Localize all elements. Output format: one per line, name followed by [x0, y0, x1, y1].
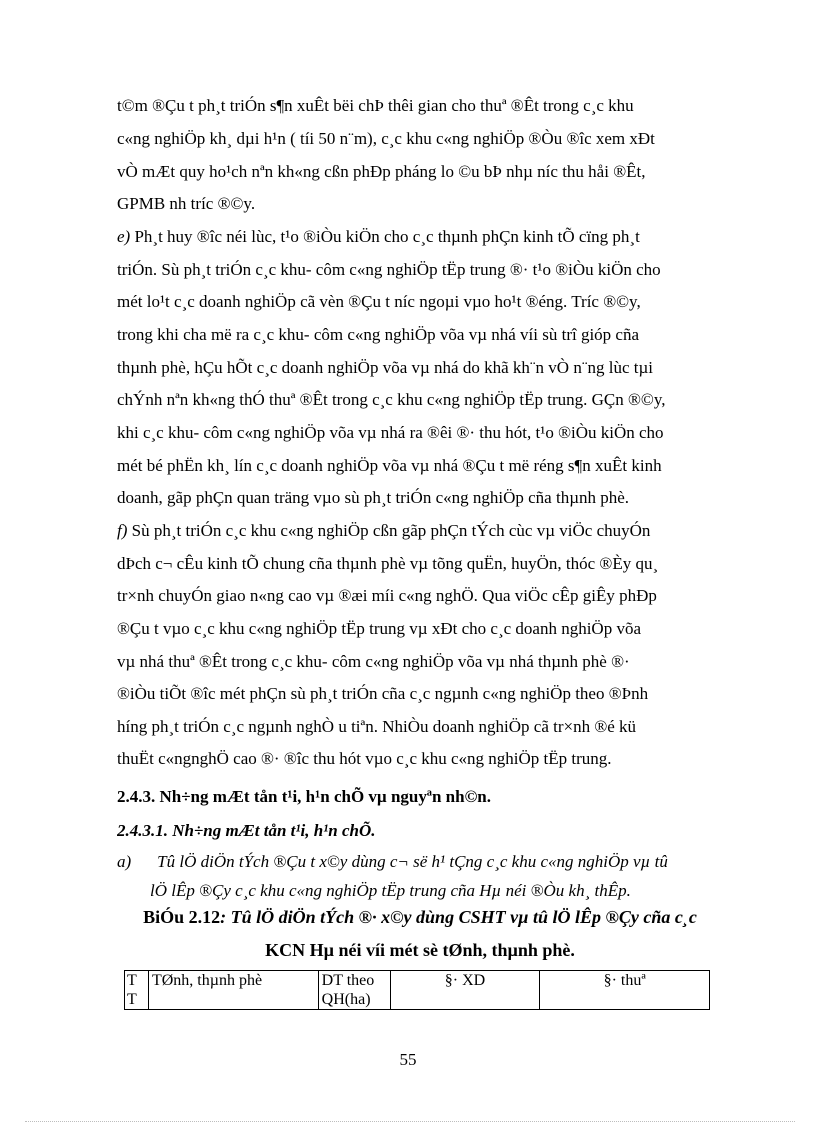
- item-a-text: Tû lÖ diÖn tÝch ®Çu t x©y dùng c¬ së h¹ tÇng c¸c khu c«ng nghiÖp vµ tû: [157, 852, 668, 871]
- body-line: híng ph¸t triÓn c¸c ngµnh nghÒ u tiªn. NhiÒu doanh nghiÖp cã tr×nh ®é kü: [117, 717, 637, 736]
- body-line: khi c¸c khu- côm c«ng nghiÖp võa vµ nhá ra ®êi ®· thu hót, t¹o ®iÒu kiÖn cho: [117, 423, 664, 442]
- table-header-cell: DT theo QH(ha): [318, 971, 390, 1010]
- paragraph-e-first-text: Ph¸t huy ®îc néi lùc, t¹o ®iÒu kiÖn cho c¸c thµnh phÇn kinh tÕ cïng ph¸t: [130, 227, 640, 246]
- body-line: GPMB nh tríc ®©y.: [117, 194, 256, 213]
- body-line: dÞch c¬ cÊu kinh tÕ chung cña thµnh phè vµ tõng quËn, huyÖn, thóc ®Èy qu¸: [117, 554, 659, 573]
- table-caption-line-2: KCN Hµ néi víi mét sè tØnh, thµnh phè.: [265, 940, 575, 960]
- item-a-line-2: lÖ lÊp ®Çy c¸c khu c«ng nghiÖp tËp trung cña Hµ néi ®Òu kh¸ thÊp.: [150, 881, 631, 900]
- body-line: c«ng nghiÖp kh¸ dµi h¹n ( tíi 50 n¨m), c¸c khu c«ng nghiÖp ®Òu ®îc xem xÐt: [117, 129, 655, 148]
- body-line: ®Çu t vµo c¸c khu c«ng nghiÖp tËp trung vµ xÐt cho c¸c doanh nghiÖp võa: [117, 619, 641, 638]
- item-a-label: a): [117, 852, 132, 871]
- table-caption-prefix: BiÓu 2.12: [143, 907, 221, 927]
- section-heading: 2.4.3. Nh÷ng mÆt tån t¹i, h¹n chÕ vµ nguyªn nh©n.: [117, 787, 491, 806]
- body-line: ®iÒu tiÕt ®îc mét phÇn sù ph¸t triÓn cña c¸c ngµnh c«ng nghiÖp theo ®Þnh: [117, 684, 649, 703]
- page-bottom-divider: [25, 1121, 795, 1122]
- table-header-cell: TØnh, thµnh phè: [148, 971, 318, 1010]
- table-caption-line-1: [60, 907, 780, 927]
- table-caption-text: : Tû lÖ diÖn tÝch ®· x©y dùng CSHT vµ tû lÖ lÊp ®Çy cña c¸c: [220, 907, 697, 927]
- subsection-heading: 2.4.3.1. Nh÷ng mÆt tån t¹i, h¹n chÕ.: [117, 821, 376, 840]
- page-number: 55: [399, 1050, 417, 1069]
- table-header-row: [125, 971, 710, 1010]
- body-line: tr×nh chuyÓn giao n«ng cao vµ ®æi míi c«ng nghÖ. Qua viÖc cÊp giÊy phÐp: [117, 586, 657, 605]
- body-line: trong khi cha më ra c¸c khu- côm c«ng nghiÖp võa vµ nhá víi sù trî gióp cña: [117, 325, 640, 344]
- paragraph-f-first-line: [117, 521, 710, 541]
- table-header-cell: §· thuª: [540, 971, 710, 1010]
- table-header-cell: T T: [125, 971, 149, 1010]
- paragraph-f-first-text: Sù ph¸t triÓn c¸c khu c«ng nghiÖp cßn gãp phÇn tÝch cùc vµ viÖc chuyÓn: [127, 521, 651, 540]
- body-line: chÝnh nªn kh«ng thÓ thuª ®Êt trong c¸c khu c«ng nghiÖp tËp trung. GÇn ®©y,: [117, 390, 666, 409]
- body-line: mét lo¹t c¸c doanh nghiÖp cã vèn ®Çu t níc ngoµi vµo ho¹t ®éng. Tríc ®©y,: [117, 292, 641, 311]
- body-line: triÓn. Sù ph¸t triÓn c¸c khu- côm c«ng nghiÖp tËp trung ®· t¹o ®iÒu kiÖn cho: [117, 260, 661, 279]
- body-line: thuËt c«ngnghÖ cao ®· ®îc thu hót vµo c¸c khu c«ng nghiÖp tËp trung.: [117, 749, 612, 768]
- body-line: vÒ mÆt quy ho¹ch nªn kh«ng cßn phÐp pháng lo ©u bÞ nhµ níc thu håi ®Êt,: [117, 162, 646, 181]
- paragraph-e-label: e): [117, 227, 131, 246]
- table-header-cell: §· XD: [390, 971, 540, 1010]
- item-a-line-1: [117, 852, 710, 872]
- body-line: t©m ®Çu t ph¸t triÓn s¶n xuÊt bëi chÞ thêi gian cho thuª ®Êt trong c¸c khu: [117, 96, 634, 115]
- body-line: thµnh phè, hÇu hÕt c¸c doanh nghiÖp võa vµ nhá do khã kh¨n vÒ n¨ng lùc tµi: [117, 358, 653, 377]
- body-line: vµ nhá thuª ®Êt trong c¸c khu- côm c«ng nghiÖp võa vµ nhá thµnh phè ®·: [117, 652, 630, 671]
- paragraph-e-first-line: [117, 227, 710, 247]
- data-table: [124, 970, 710, 1010]
- paragraph-f-label: f): [117, 521, 128, 540]
- body-line: doanh, gãp phÇn quan träng vµo sù ph¸t triÓn c«ng nghiÖp cña thµnh phè.: [117, 488, 630, 507]
- body-line: mét bé phËn kh¸ lín c¸c doanh nghiÖp võa vµ nhá ®Çu t më réng s¶n xuÊt kinh: [117, 456, 662, 475]
